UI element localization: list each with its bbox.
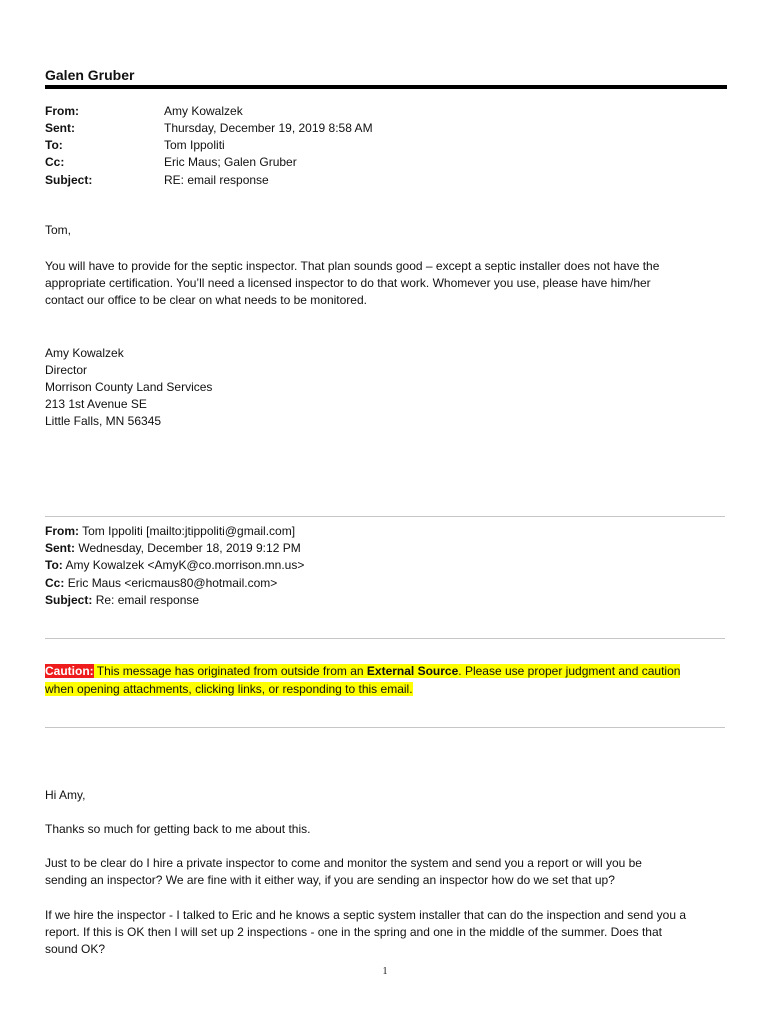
from-value: Amy Kowalzek: [164, 104, 243, 118]
quoted-subject-value: Re: email response: [95, 593, 200, 607]
caution-label: Caution:: [45, 664, 94, 678]
subject-value: RE: email response: [164, 173, 269, 187]
caution-bottom-divider: [45, 727, 725, 728]
caution-text-line2: when opening attachments, clicking links, or responding to this email.: [45, 682, 413, 696]
signature-org: Morrison County Land Services: [45, 380, 213, 394]
quoted-from: [45, 523, 725, 540]
to-value: Tom Ippoliti: [164, 138, 225, 152]
subject-label: Subject:: [45, 173, 93, 187]
quoted-divider: [45, 516, 725, 517]
cc-value: Eric Maus; Galen Gruber: [164, 155, 297, 169]
quoted-subject-label: Subject:: [45, 593, 93, 607]
external-caution-banner: [45, 662, 735, 698]
quoted-cc-value: Eric Maus <ericmaus80@hotmail.com>: [67, 576, 278, 590]
caution-text-end: . Please use proper judgment and caution: [458, 664, 681, 678]
original-paragraph-line: sending an inspector? We are fine with it either way, if you are sending an inspector how do we set that up?: [45, 873, 615, 887]
signature-name: Amy Kowalzek: [45, 346, 124, 360]
quoted-subject: [45, 592, 725, 609]
reply-body-line: contact our office to be clear on what needs to be monitored.: [45, 293, 367, 307]
sent-label: Sent:: [45, 121, 75, 135]
owner-divider: [45, 85, 727, 89]
quoted-sent-value: Wednesday, December 18, 2019 9:12 PM: [78, 541, 301, 555]
original-paragraph-line: sound OK?: [45, 942, 106, 956]
caution-external-source: External Source: [366, 664, 459, 678]
reply-greeting: Tom,: [45, 223, 72, 237]
original-paragraph-line: If we hire the inspector - I talked to Eric and he knows a septic system installer that can do the inspection and send you a: [45, 908, 687, 922]
caution-line-2: [45, 680, 735, 698]
original-paragraph-line: report. If this is OK then I will set up 2 inspections - one in the spring and one in the middle of the summer. Does that: [45, 925, 662, 939]
caution-text: This message has originated from outside from an: [93, 664, 367, 678]
quoted-cc: [45, 575, 725, 592]
reply-body-line: You will have to provide for the septic inspector. That plan sounds good – except a septic installer does not have the: [45, 259, 660, 273]
from-label: From:: [45, 104, 79, 118]
caution-top-divider: [45, 638, 725, 639]
caution-line-1: [45, 662, 735, 680]
signature-title: Director: [45, 363, 88, 377]
quoted-to: [45, 557, 725, 574]
quoted-from-value: Tom Ippoliti [mailto:jtippoliti@gmail.com]: [82, 524, 296, 538]
reply-body-line: appropriate certification. You’ll need a licensed inspector to do that work. Whomever you use, please have him/her: [45, 276, 651, 290]
cc-label: Cc:: [45, 155, 65, 169]
page-number: 1: [382, 966, 388, 977]
quoted-sent: [45, 540, 725, 557]
mailbox-owner-name: Galen Gruber: [45, 67, 135, 83]
original-greeting: Hi Amy,: [45, 788, 86, 802]
original-paragraph-line: Just to be clear do I hire a private inspector to come and monitor the system and send you a report or will you be: [45, 856, 642, 870]
sent-value: Thursday, December 19, 2019 8:58 AM: [164, 121, 373, 135]
signature-address: 213 1st Avenue SE: [45, 397, 147, 411]
quoted-to-value: Amy Kowalzek <AmyK@co.morrison.mn.us>: [65, 558, 305, 572]
quoted-to-label: To:: [45, 558, 63, 572]
to-label: To:: [45, 138, 63, 152]
quoted-sent-label: Sent:: [45, 541, 75, 555]
quoted-from-label: From:: [45, 524, 79, 538]
quoted-cc-label: Cc:: [45, 576, 65, 590]
original-paragraph: Thanks so much for getting back to me about this.: [45, 822, 311, 836]
signature-city: Little Falls, MN 56345: [45, 414, 162, 428]
